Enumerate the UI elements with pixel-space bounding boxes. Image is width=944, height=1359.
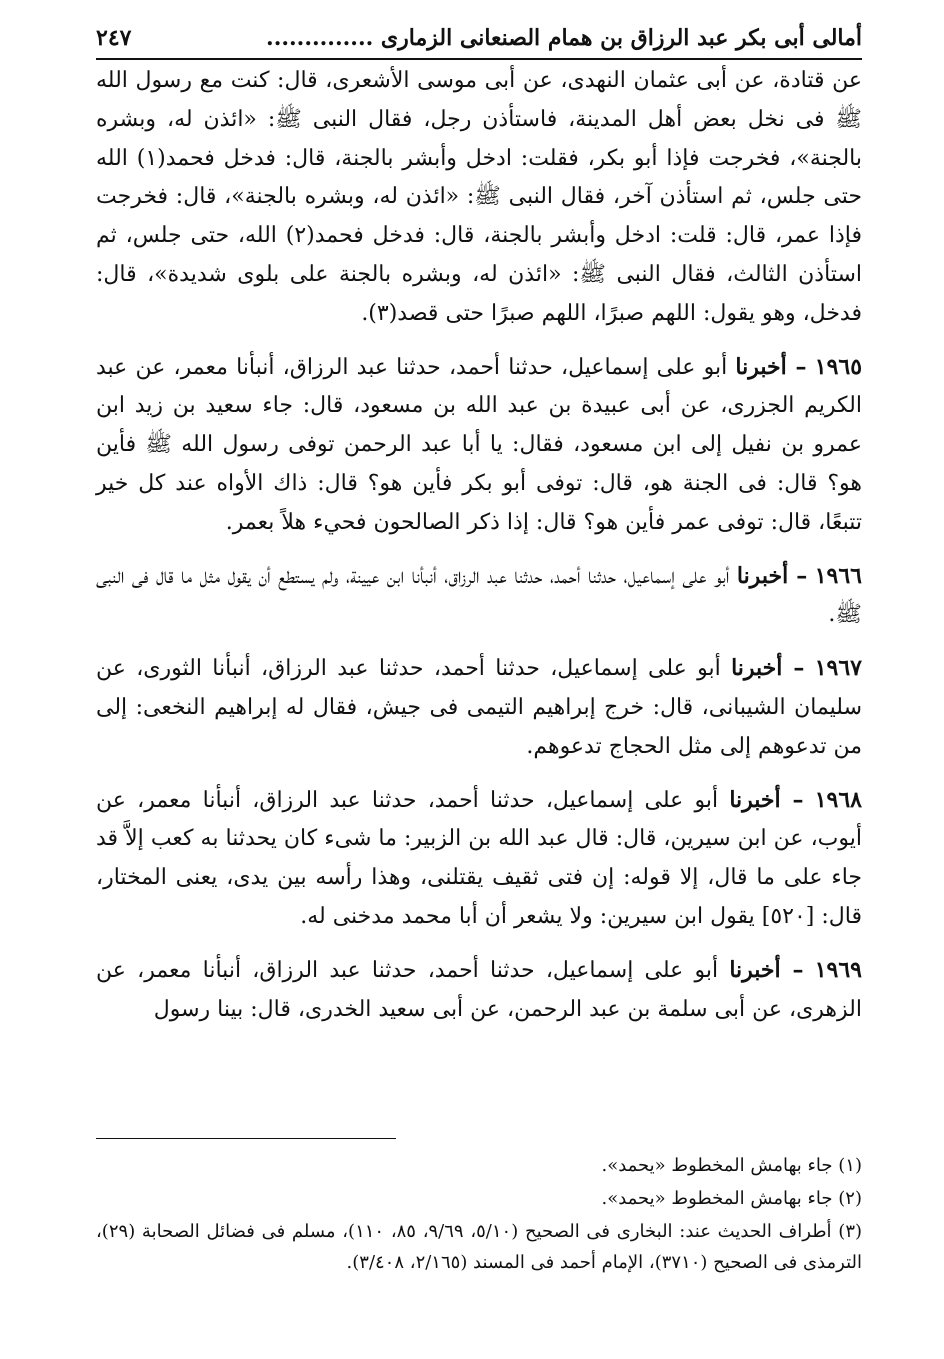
footnote-1: (١) جاء بهامش المخطوط «يحمد». xyxy=(601,1155,862,1176)
hadith-lead: – أخبرنا xyxy=(729,956,804,983)
hadith-lead: – أخبرنا xyxy=(735,353,807,380)
hadith-number: ١٩٦٥ xyxy=(814,353,863,380)
hadith-number: ١٩٦٩ xyxy=(814,956,862,983)
hadith-text: أبو على إسماعيل، حدثنا أحمد، حدثنا عبد الرزاق، أنبأنا معمر، عن عبد الكريم الجزرى، عن أبى عبيدة بن عبد الله بن مسعود، قال: جاء سعيد بن زيد ابن عمرو بن نفيل إلى ابن مسعود، فقال: يا أبا عبد الرحمن توفى رسول الله ﷺ فأين هو؟ قال: فى الجنة هو، قال: توفى أبو بكر فأين هو؟ قال: ذاك الأواه عند كل خير تتبعًا، قال: توفى عمر فأين هو؟ قال: إذا ذكر الصالحون فحيء هلاً بعمر. xyxy=(96,354,862,535)
page-number: ٢٤٧ xyxy=(96,25,132,51)
hadith-text: أبو على إسماعيل، حدثنا أحمد، حدثنا عبد الرزاق، أنبأنا الثورى، عن سليمان الشيبانى، قال: خرج إبراهيم التيمى فى جيش، فقال له إبراهيم النخعى: إلى من تدعوهم إلى مثل الحجاج تدعوهم. xyxy=(96,656,862,759)
hadith-1967 xyxy=(96,649,862,766)
body-text xyxy=(96,62,862,1029)
hadith-number: ١٩٦٦ xyxy=(814,562,862,589)
hadith-1969 xyxy=(96,951,862,1030)
footnote-3: (٣) أطراف الحديث عند: البخارى فى الصحيح (٥/١٠، ٩/٦٩، ٨٥، ١١٠)، مسلم فى فضائل الصحابة (٢٩)، الترمذى فى الصحيح (٣٧١٠)، الإمام أحمد فى المسند (٢/١٦٥، ٣/٤٠٨). xyxy=(96,1221,863,1273)
hadith-text: أبو على إسماعيل، حدثنا أحمد، حدثنا عبد الرزاق، أنبأنا معمر، عن الزهرى، عن أبى سلمة بن عبد الرحمن، عن أبى سعيد الخدرى، قال: بينا رسول xyxy=(96,957,862,1022)
hadith-lead: – أخبرنا xyxy=(736,562,808,589)
book-page xyxy=(96,18,862,1029)
hadith-text: أبو على إسماعيل، حدثنا أحمد، حدثنا عبد الرزاق، أنبأنا ابن عيينة، ولم يستطع أن يقول مثل ما قال فى النبى ﷺ. xyxy=(96,563,862,628)
hadith-text: أبو على إسماعيل، حدثنا أحمد، حدثنا عبد الرزاق، أنبأنا معمر، عن أيوب، عن ابن سيرين، قال: قال عبد الله بن الزبير: ما شىء كان يحدثنا به كعب إلاَّ قد جاء على ما قال، إلا قوله: إن فتى ثقيف يقتلنى، وهذا رأسه بين يدى، يعنى المختار، قال: [٥٢٠] يقول ابن سيرين: ولا يشعر أن أبا محمد مدخنى له. xyxy=(96,787,862,929)
hadith-lead: – أخبرنا xyxy=(731,655,805,682)
hadith-1965 xyxy=(96,348,862,543)
footnote-2: (٢) جاء بهامش المخطوط «يحمد». xyxy=(601,1188,862,1209)
hadith-1966 xyxy=(96,557,862,636)
footnotes xyxy=(96,1150,862,1280)
running-header xyxy=(96,18,862,60)
hadith-number: ١٩٦٧ xyxy=(814,655,862,682)
intro-paragraph: عن قتادة، عن أبى عثمان النهدى، عن أبى موسى الأشعرى، قال: كنت مع رسول الله ﷺ فى نخل بعض أهل المدينة، فاستأذن رجل، فقال النبى ﷺ: «ائذن له، وبشره بالجنة»، فخرجت فإذا أبو بكر، فقلت: ادخل وأبشر بالجنة، قال: فدخل فحمد(١) الله حتى جلس، ثم استأذن آخر، فقال النبى ﷺ: «ائذن له، وبشره بالجنة»، قال: فخرجت فإذا عمر، قال: قلت: ادخل وأبشر بالجنة، قال: فدخل فحمد(٢) الله، حتى جلس، ثم استأذن الثالث، فقال النبى ﷺ: «ائذن له، وبشره بالجنة على بلوى شديدة»، قال: فدخل، وهو يقول: اللهم صبرًا، اللهم صبرًا حتى قصد(٣). xyxy=(96,68,863,326)
header-title: أمالى أبى بكر عبد الرزاق بن همام الصنعانى الزمارى .............. xyxy=(266,25,862,51)
hadith-1968 xyxy=(96,781,862,937)
hadith-lead: – أخبرنا xyxy=(729,786,804,813)
footnote-divider xyxy=(96,1138,396,1139)
hadith-number: ١٩٦٨ xyxy=(814,786,862,813)
